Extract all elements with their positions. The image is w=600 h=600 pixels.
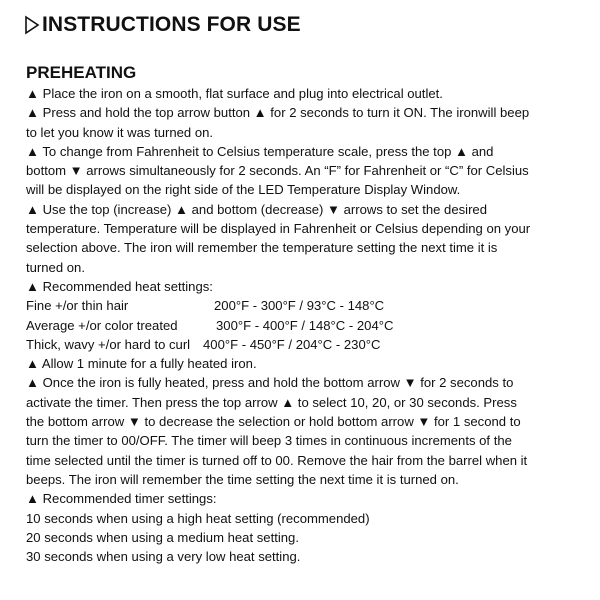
hair-type: Thick, wavy +/or hard to curl (26, 336, 191, 352)
instructions-page (26, 8, 582, 566)
instruction-line: ▲ Use the top (increase) ▲ and bottom (decrease) ▼ arrows to set the desired (26, 201, 487, 217)
instruction-line: ▲ Press and hold the top arrow button ▲ for 2 seconds to turn it ON. The ironwill beep (26, 105, 530, 121)
section-heading-preheating: PREHEATING (26, 63, 137, 82)
hair-type: Fine +/or thin hair (26, 298, 129, 314)
heat-settings-table (26, 296, 582, 354)
instruction-line: beeps. The iron will remember the time setting the next time it is turned on. (26, 471, 459, 487)
instruction-line: activate the timer. Then press the top arrow ▲ to select 10, 20, or 30 seconds. Press (26, 394, 517, 410)
heat-setting-row (26, 316, 582, 335)
instructions-body (26, 84, 582, 566)
timer-setting-line: 20 seconds when using a medium heat setting. (26, 529, 299, 545)
temperature-range: 400°F - 450°F / 204°C - 230°C (203, 336, 381, 352)
heat-setting-row (26, 296, 582, 315)
instruction-line: will be displayed on the right side of the LED Temperature Display Window. (26, 182, 461, 198)
timer-setting-line: 10 seconds when using a high heat setting (recommended) (26, 510, 370, 526)
hair-type: Average +/or color treated (26, 317, 178, 333)
instruction-line: temperature. Temperature will be displayed in Fahrenheit or Celsius depending on your (26, 221, 531, 237)
instruction-line: ▲ Place the iron on a smooth, flat surface and plug into electrical outlet. (26, 86, 443, 101)
timer-setting-line: 30 seconds when using a very low heat setting. (26, 549, 301, 565)
outline-right-triangle-icon (24, 15, 40, 35)
instruction-line: ▲ Recommended heat settings: (26, 278, 213, 294)
page-title (24, 8, 582, 42)
instruction-line: ▲ Recommended timer settings: (26, 491, 217, 507)
instruction-line: selection above. The iron will remember the temperature setting the next time it is (26, 240, 498, 256)
temperature-range: 300°F - 400°F / 148°C - 204°C (216, 317, 394, 333)
heat-setting-row (26, 335, 582, 354)
instruction-line: bottom ▼ arrows simultaneously for 2 seconds. An “F” for Fahrenheit or “C” for Celsius (26, 163, 529, 179)
instruction-line: the bottom arrow ▼ to decrease the selection or hold bottom arrow ▼ for 1 second to (26, 414, 521, 430)
instruction-line: to let you know it was turned on. (26, 124, 214, 140)
instruction-line: time selected until the timer is turned off to 00. Remove the hair from the barrel when it (26, 452, 528, 468)
instruction-line: turn the timer to 00/OFF. The timer will beep 3 times in continuous increments of the (26, 433, 512, 449)
temperature-range: 200°F - 300°F / 93°C - 148°C (214, 298, 385, 314)
page-title-text: INSTRUCTIONS FOR USE (42, 13, 301, 36)
instruction-line: turned on. (26, 259, 85, 275)
instruction-line: ▲ Once the iron is fully heated, press and hold the bottom arrow ▼ for 2 seconds to (26, 375, 514, 391)
instruction-line: ▲ To change from Fahrenheit to Celsius temperature scale, press the top ▲ and (26, 143, 494, 159)
instruction-line: ▲ Allow 1 minute for a fully heated iron. (26, 356, 257, 372)
